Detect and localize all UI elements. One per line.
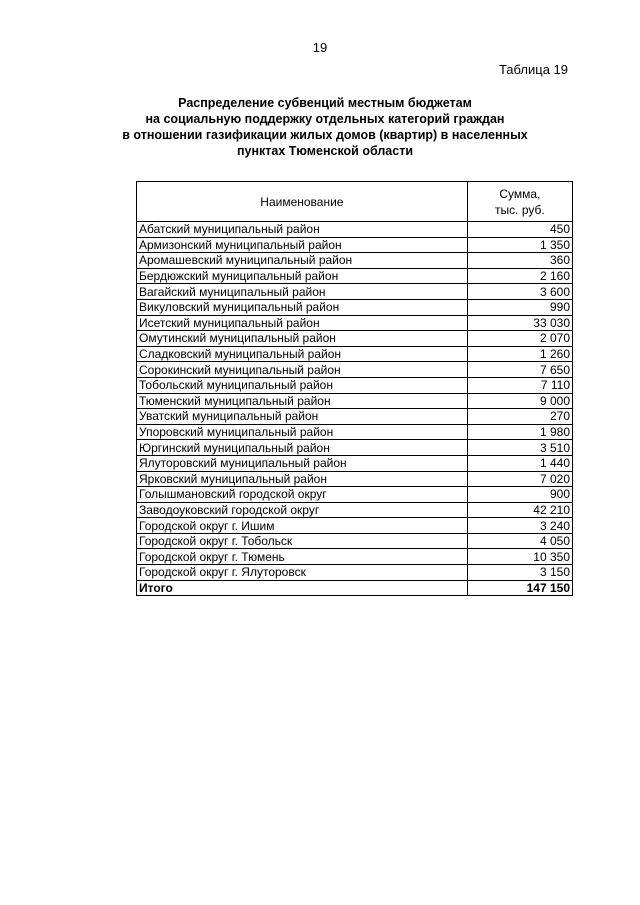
table-row [137,268,573,284]
row-sum: 2 070 [467,331,572,347]
row-sum: 270 [467,409,572,425]
table-row [137,393,573,409]
table-row [137,362,573,378]
row-sum: 33 030 [467,315,572,331]
row-sum: 2 160 [467,268,572,284]
total-sum: 147 150 [467,580,572,596]
row-name: Юргинский муниципальный район [137,440,468,456]
row-sum: 3 240 [467,518,572,534]
row-name: Аромашевский муниципальный район [137,253,468,269]
row-sum: 360 [467,253,572,269]
row-name: Уватский муниципальный район [137,409,468,425]
table-row [137,222,573,238]
page-number: 19 [312,40,328,55]
row-sum: 42 210 [467,502,572,518]
row-name: Абатский муниципальный район [137,222,468,238]
table-row [137,315,573,331]
table-row [137,409,573,425]
row-name: Ялуторовский муниципальный район [137,455,468,471]
table-row [137,377,573,393]
table-row [137,440,573,456]
header-sum [467,182,572,222]
row-name: Сорокинский муниципальный район [137,362,468,378]
subvention-table [136,181,573,596]
row-sum: 4 050 [467,533,572,549]
row-name: Тобольский муниципальный район [137,377,468,393]
row-sum: 450 [467,222,572,238]
table-row [137,237,573,253]
table-row [137,565,573,581]
row-name: Вагайский муниципальный район [137,284,468,300]
title-line-4: пунктах Тюменской области [236,144,414,158]
header-sum-line-2: тыс. руб. [495,202,545,217]
row-sum: 1 980 [467,424,572,440]
row-sum: 10 350 [467,549,572,565]
row-sum: 7 110 [467,377,572,393]
table-row [137,331,573,347]
row-sum: 1 350 [467,237,572,253]
table-header-row [137,182,573,222]
row-name: Армизонский муниципальный район [137,237,468,253]
row-sum: 7 020 [467,471,572,487]
table-row [137,455,573,471]
table-row [137,471,573,487]
title-line-1: Распределение субвенций местным бюджетам [178,96,472,110]
row-name: Викуловский муниципальный район [137,299,468,315]
row-name: Городской округ г. Ялуторовск [137,565,468,581]
table-row [137,346,573,362]
table-row [137,487,573,503]
row-name: Городской округ г. Тюмень [137,549,468,565]
row-name: Голышмановский городской округ [137,487,468,503]
total-label: Итого [137,580,468,596]
table-row [137,502,573,518]
header-name: Наименование [137,182,468,222]
row-name: Заводоуковский городской округ [137,502,468,518]
row-name: Омутинский муниципальный район [137,331,468,347]
header-sum-line-1: Сумма, [499,186,541,201]
row-name: Городской округ г. Тобольск [137,533,468,549]
table-row [137,549,573,565]
row-name: Исетский муниципальный район [137,315,468,331]
table-row [137,284,573,300]
table-row [137,533,573,549]
row-sum: 3 150 [467,565,572,581]
table-row [137,253,573,269]
table-body [137,222,573,596]
row-name: Бердюжский муниципальный район [137,268,468,284]
row-sum: 3 600 [467,284,572,300]
row-name: Сладковский муниципальный район [137,346,468,362]
document-title [100,95,550,159]
table-row [137,299,573,315]
row-sum: 7 650 [467,362,572,378]
table-label: Таблица 19 [498,62,568,77]
title-line-2: на социальную поддержку отдельных категорий граждан [145,112,505,126]
table-row [137,518,573,534]
row-name: Тюменский муниципальный район [137,393,468,409]
table-row [137,424,573,440]
row-sum: 990 [467,299,572,315]
row-name: Упоровский муниципальный район [137,424,468,440]
row-sum: 3 510 [467,440,572,456]
title-line-3: в отношении газификации жилых домов (квартир) в населенных [122,128,528,142]
row-name: Ярковский муниципальный район [137,471,468,487]
total-row [137,580,573,596]
row-name: Городской округ г. Ишим [137,518,468,534]
row-sum: 900 [467,487,572,503]
row-sum: 1 260 [467,346,572,362]
row-sum: 1 440 [467,455,572,471]
row-sum: 9 000 [467,393,572,409]
